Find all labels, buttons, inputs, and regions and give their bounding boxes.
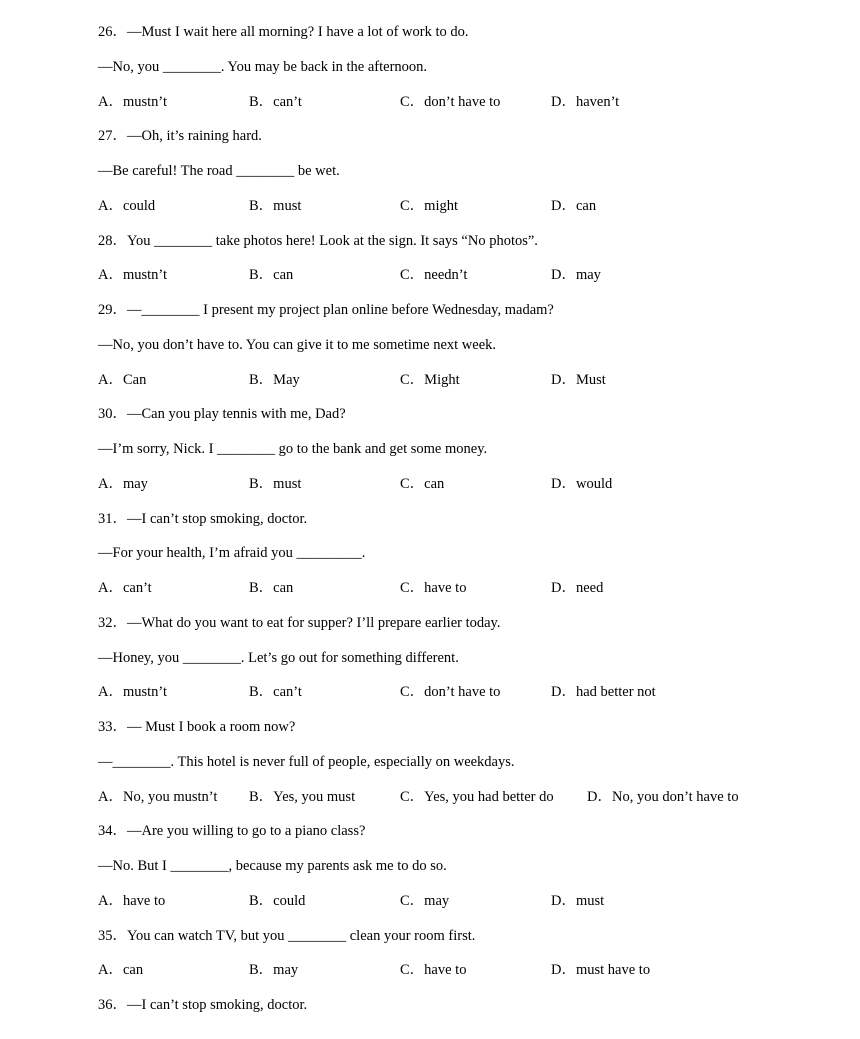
question-response-line: —________. This hotel is never full of people, especially on weekdays. [98,754,515,770]
answer-options-row [0,370,860,390]
answer-options-row [0,196,860,216]
question-response-line: —I’m sorry, Nick. I ________ go to the bank and get some money. [98,441,488,457]
answer-options-row [0,474,860,494]
answer-option-b[interactable]: B．could [249,893,306,909]
answer-option-c[interactable]: C．don’t have to [400,684,501,700]
answer-option-c[interactable]: C．have to [400,962,467,978]
answer-option-d[interactable]: D．haven’t [551,94,620,110]
answer-option-b[interactable]: B．can [249,267,294,283]
question-response-line: —No. But I ________, because my parents ask me to do so. [98,858,447,874]
answer-option-b[interactable]: B．Yes, you must [249,789,356,805]
question-stem: 33．— Must I book a room now? [98,719,296,735]
answer-option-a[interactable]: A．could [98,198,156,214]
answer-option-c[interactable]: C．can [400,476,445,492]
question-stem: 30．—Can you play tennis with me, Dad? [98,406,346,422]
question-response-line: —No, you ________. You may be back in the afternoon. [98,59,428,75]
question-stem: 28．You ________ take photos here! Look at the sign. It says “No photos”. [98,233,538,249]
question-stem: 36．—I can’t stop smoking, doctor. [98,997,308,1013]
answer-option-d[interactable]: D．need [551,580,604,596]
answer-option-c[interactable]: C．don’t have to [400,94,501,110]
answer-option-c[interactable]: C．may [400,893,450,909]
answer-option-b[interactable]: B．can’t [249,684,302,700]
question-response-line: —For your health, I’m afraid you _________. [98,545,366,561]
answer-options-row [0,265,860,285]
question-stem: 29．—________ I present my project plan online before Wednesday, madam? [98,302,554,318]
answer-option-b[interactable]: B．May [249,372,300,388]
answer-option-c[interactable]: C．needn’t [400,267,468,283]
answer-option-a[interactable]: A．have to [98,893,166,909]
answer-option-c[interactable]: C．Yes, you had better do [400,789,554,805]
answer-option-a[interactable]: A．No, you mustn’t [98,789,218,805]
answer-option-b[interactable]: B．can’t [249,94,302,110]
question-stem: 27．—Oh, it’s raining hard. [98,128,262,144]
answer-option-d[interactable]: D．No, you don’t have to [587,789,739,805]
answer-option-d[interactable]: D．can [551,198,597,214]
answer-option-b[interactable]: B．must [249,198,302,214]
answer-option-d[interactable]: D．Must [551,372,606,388]
answer-options-row [0,787,860,807]
answer-option-c[interactable]: C．might [400,198,459,214]
answer-options-row [0,682,860,702]
answer-option-d[interactable]: D．may [551,267,601,283]
answer-options-row [0,92,860,112]
question-response-line: —Be careful! The road ________ be wet. [98,163,340,179]
question-stem: 26．—Must I wait here all morning? I have a lot of work to do. [98,24,469,40]
answer-option-d[interactable]: D．had better not [551,684,656,700]
answer-option-d[interactable]: D．must [551,893,605,909]
question-stem: 35．You can watch TV, but you ________ clean your room first. [98,928,476,944]
answer-option-b[interactable]: B．must [249,476,302,492]
answer-option-c[interactable]: C．Might [400,372,460,388]
question-response-line: —No, you don’t have to. You can give it to me sometime next week. [98,337,497,353]
answer-option-a[interactable]: A．may [98,476,148,492]
answer-option-a[interactable]: A．Can [98,372,147,388]
question-response-line: —Honey, you ________. Let’s go out for something different. [98,650,459,666]
answer-options-row [0,891,860,911]
answer-option-a[interactable]: A．can [98,962,144,978]
answer-option-d[interactable]: D．would [551,476,613,492]
answer-option-a[interactable]: A．can’t [98,580,152,596]
answer-option-a[interactable]: A．mustn’t [98,684,168,700]
answer-option-a[interactable]: A．mustn’t [98,94,168,110]
answer-option-d[interactable]: D．must have to [551,962,651,978]
answer-option-c[interactable]: C．have to [400,580,467,596]
question-stem: 34．—Are you willing to go to a piano class? [98,823,366,839]
answer-option-b[interactable]: B．may [249,962,299,978]
answer-options-row [0,578,860,598]
question-stem: 31．—I can’t stop smoking, doctor. [98,511,308,527]
answer-option-b[interactable]: B．can [249,580,294,596]
question-stem: 32．—What do you want to eat for supper? I’ll prepare earlier today. [98,615,501,631]
answer-option-a[interactable]: A．mustn’t [98,267,168,283]
answer-options-row [0,960,860,980]
